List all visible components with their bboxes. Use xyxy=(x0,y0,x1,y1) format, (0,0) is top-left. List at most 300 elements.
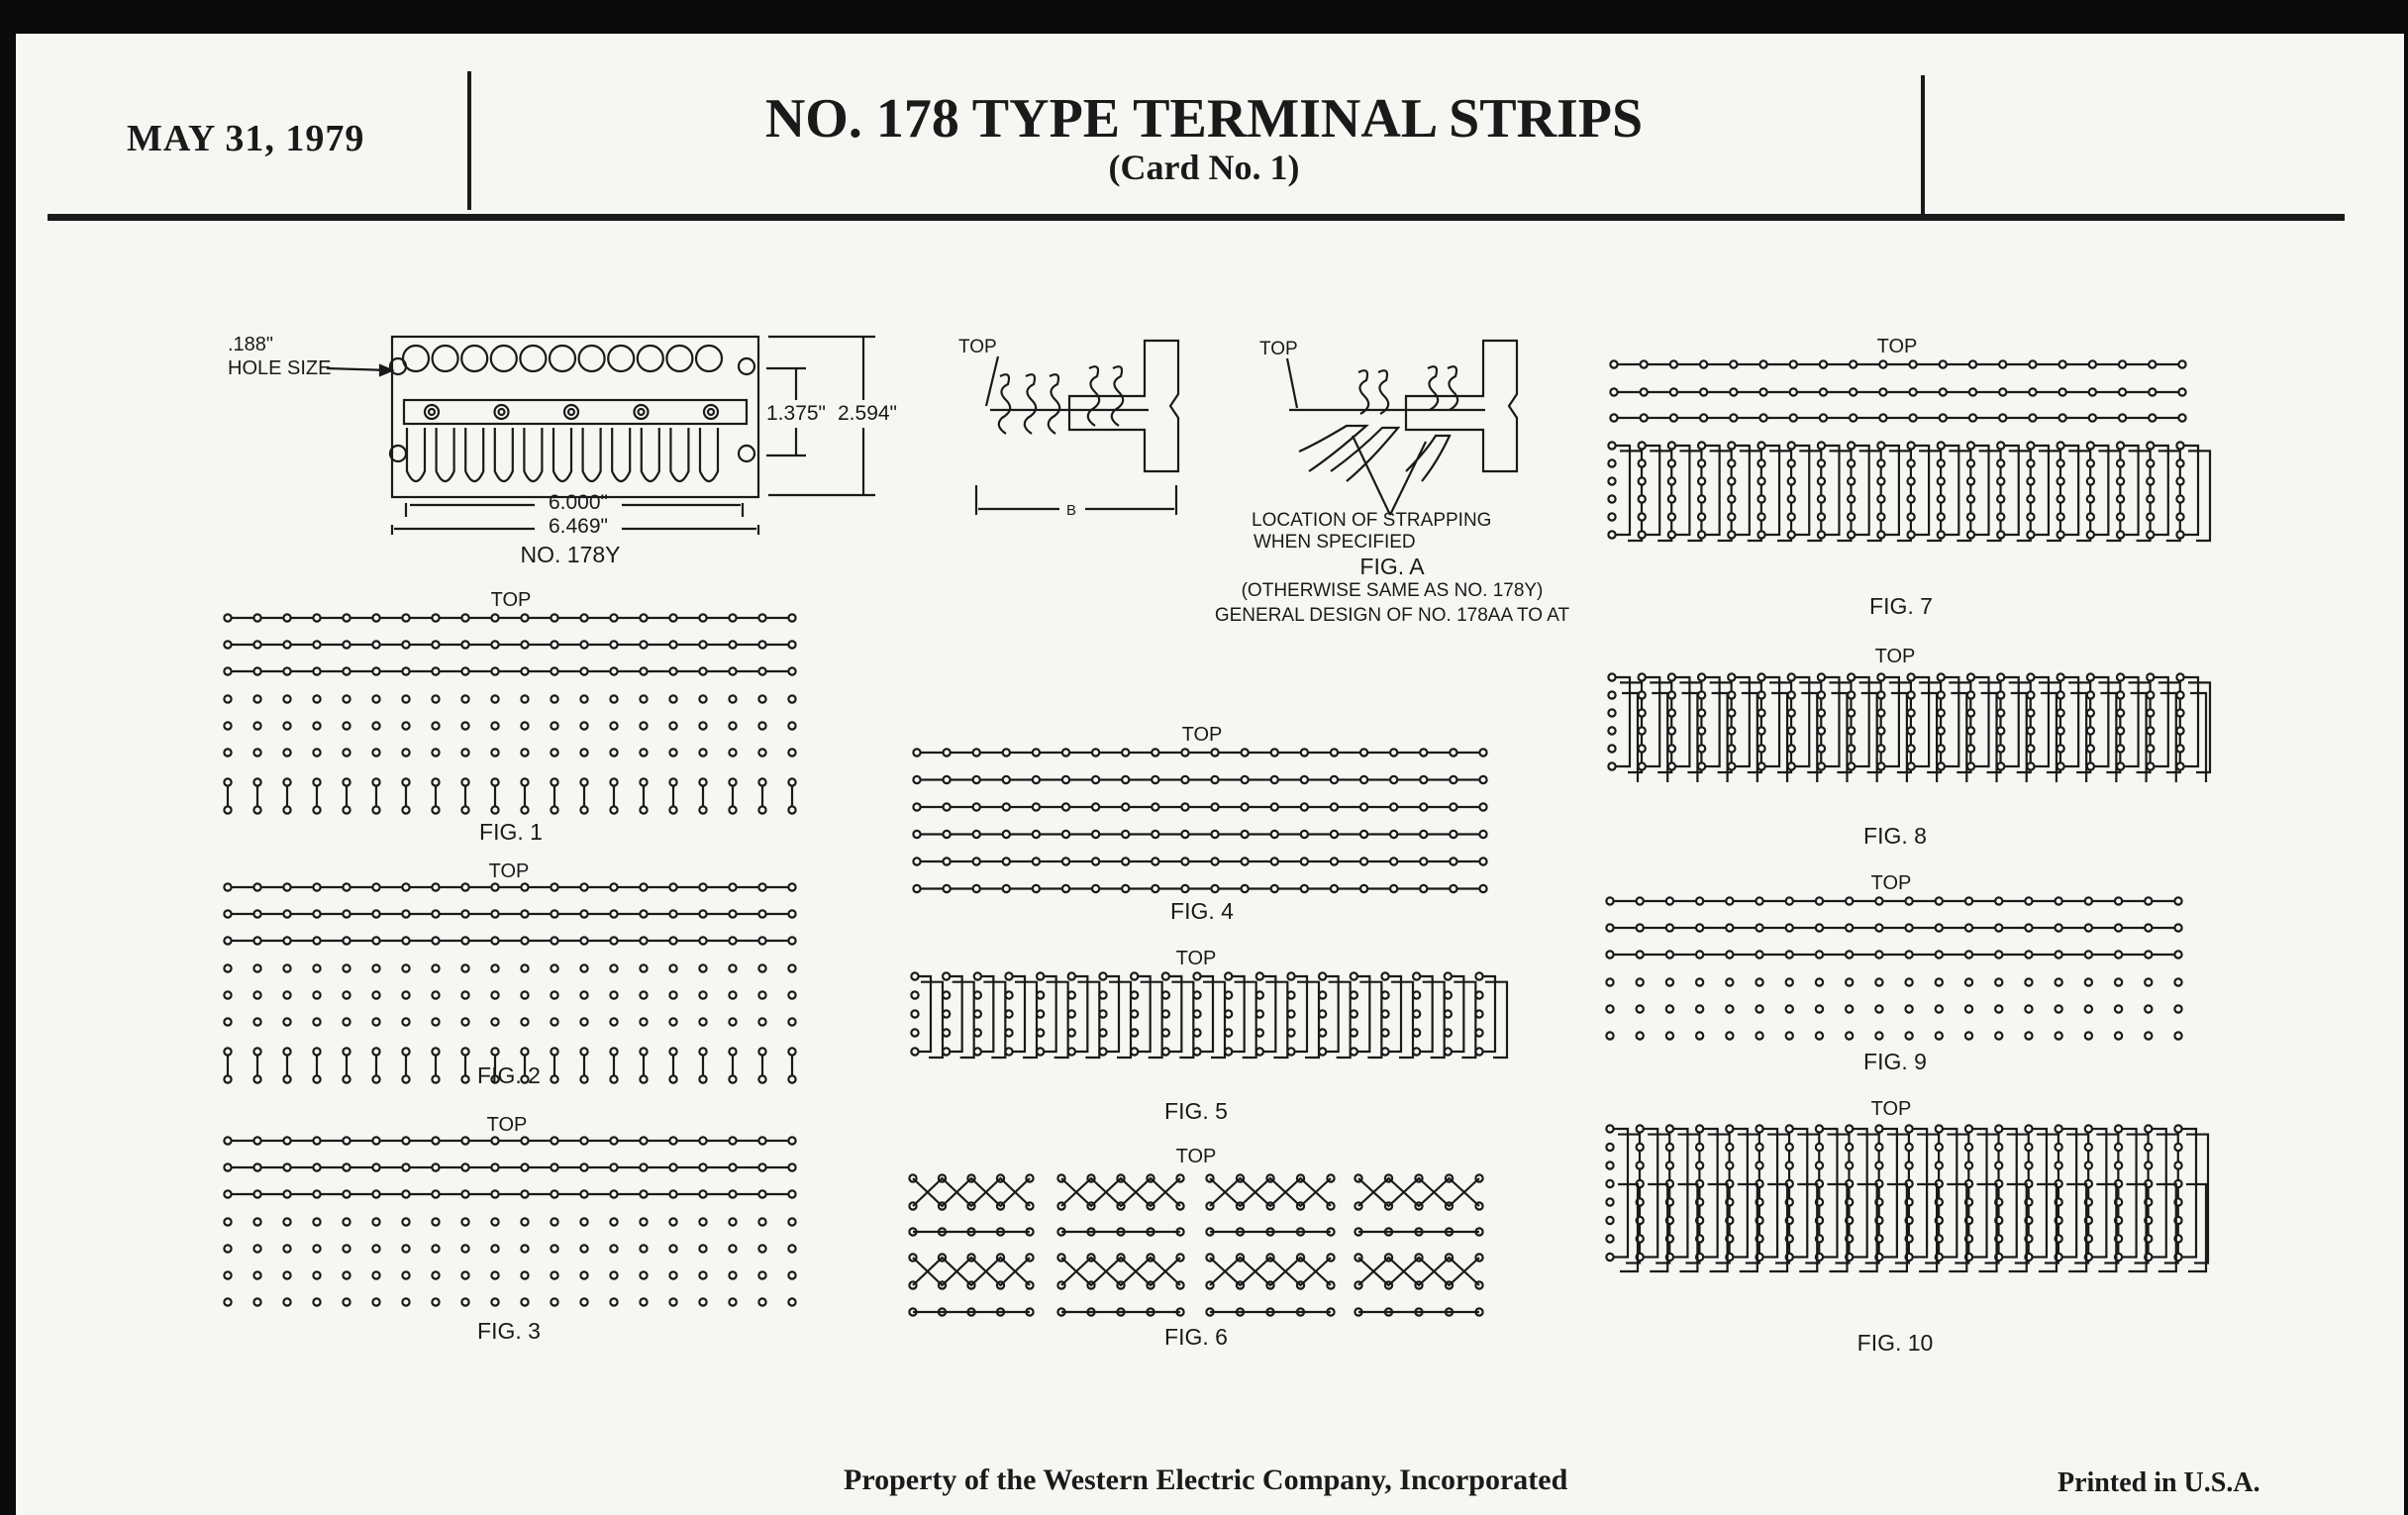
terminal xyxy=(343,614,350,621)
terminal xyxy=(2117,513,2124,520)
terminal xyxy=(253,749,260,756)
terminal xyxy=(432,883,439,890)
terminal xyxy=(1728,477,1735,484)
terminal xyxy=(2145,897,2152,904)
terminal xyxy=(1730,388,1737,395)
terminal xyxy=(1850,414,1856,421)
terminal xyxy=(610,1163,617,1170)
terminal xyxy=(432,1245,439,1252)
terminal xyxy=(1475,972,1482,979)
figA-note-when: WHEN SPECIFIED xyxy=(1254,532,1416,553)
terminal xyxy=(1965,1032,1972,1039)
terminal xyxy=(2056,1144,2062,1151)
terminal xyxy=(1728,531,1735,538)
terminal xyxy=(1003,858,1010,864)
terminal xyxy=(610,749,617,756)
terminal xyxy=(758,1245,765,1252)
terminal xyxy=(1967,727,1974,734)
terminal xyxy=(491,991,498,998)
terminal xyxy=(2176,745,2183,752)
terminal xyxy=(2176,727,2183,734)
terminal xyxy=(1420,885,1427,892)
terminal xyxy=(1608,459,1615,466)
terminal xyxy=(461,667,468,674)
terminal xyxy=(1820,414,1827,421)
terminal xyxy=(432,1190,439,1197)
terminal xyxy=(640,1271,647,1278)
terminal xyxy=(2085,1032,2092,1039)
terminal xyxy=(669,1271,676,1278)
terminal xyxy=(2057,745,2064,752)
terminal xyxy=(432,1018,439,1025)
terminal xyxy=(1759,360,1766,367)
terminal xyxy=(491,749,498,756)
terminal xyxy=(1606,1005,1613,1012)
terminal xyxy=(1728,673,1735,680)
fig10-top-label: TOP xyxy=(1870,1098,1912,1120)
terminal xyxy=(343,749,350,756)
terminal xyxy=(640,778,647,785)
dim-height-inner: 1.375" xyxy=(766,402,827,425)
terminal xyxy=(758,1018,765,1025)
terminal-eye xyxy=(520,346,546,371)
terminal xyxy=(580,937,587,944)
terminal xyxy=(758,806,765,813)
terminal xyxy=(551,937,557,944)
terminal xyxy=(758,695,765,702)
terminal xyxy=(2145,978,2152,985)
terminal xyxy=(1788,513,1795,520)
terminal xyxy=(1351,1010,1357,1017)
terminal xyxy=(2117,459,2124,466)
terminal xyxy=(1668,531,1675,538)
terminal xyxy=(1668,691,1675,698)
footer-printed: Printed in U.S.A. xyxy=(2057,1467,2260,1498)
part-label: NO. 178Y xyxy=(520,542,621,567)
terminal xyxy=(1475,1029,1482,1036)
terminal xyxy=(1301,803,1308,810)
terminal xyxy=(944,858,951,864)
terminal xyxy=(1637,1162,1644,1168)
terminal xyxy=(669,1190,676,1197)
terminal xyxy=(1877,513,1884,520)
strap-bracket xyxy=(2182,1129,2196,1258)
terminal xyxy=(610,964,617,971)
terminal xyxy=(640,1190,647,1197)
terminal xyxy=(372,1245,379,1252)
terminal xyxy=(1242,749,1249,756)
terminal xyxy=(1331,885,1338,892)
terminal xyxy=(2174,924,2181,931)
terminal xyxy=(1906,1162,1913,1168)
terminal xyxy=(699,1048,706,1055)
terminal xyxy=(253,778,260,785)
terminal xyxy=(1152,858,1158,864)
terminal xyxy=(1122,858,1129,864)
terminal xyxy=(1606,1254,1613,1261)
terminal xyxy=(1131,991,1138,998)
strap-bracket xyxy=(1885,446,1899,535)
terminal xyxy=(1757,495,1764,502)
terminal xyxy=(1726,1144,1733,1151)
terminal xyxy=(1162,1029,1169,1036)
terminal xyxy=(1256,991,1263,998)
terminal xyxy=(1698,477,1705,484)
terminal xyxy=(1728,442,1735,449)
terminal xyxy=(521,806,528,813)
terminal xyxy=(1786,978,1793,985)
terminal xyxy=(1181,858,1188,864)
terminal xyxy=(283,1218,290,1225)
terminal xyxy=(551,667,557,674)
terminal xyxy=(372,749,379,756)
terminal xyxy=(313,749,320,756)
terminal-eye xyxy=(579,346,605,371)
terminal xyxy=(1360,749,1367,756)
terminal xyxy=(610,937,617,944)
terminal xyxy=(1271,749,1278,756)
card-subtitle: (Card No. 1) xyxy=(1108,148,1300,187)
terminal xyxy=(669,1018,676,1025)
strap-bracket xyxy=(1295,976,1307,1052)
terminal xyxy=(551,695,557,702)
terminal xyxy=(1351,1048,1357,1055)
side-view-top-label: TOP xyxy=(958,337,997,357)
terminal xyxy=(788,614,795,621)
terminal xyxy=(1319,972,1326,979)
terminal xyxy=(1122,776,1129,783)
terminal-eye xyxy=(638,346,663,371)
terminal xyxy=(1726,1125,1733,1132)
terminal xyxy=(758,991,765,998)
terminal xyxy=(1967,513,1974,520)
strap-bracket xyxy=(1795,446,1809,535)
terminal xyxy=(2025,1144,2032,1151)
terminal xyxy=(1908,691,1915,698)
terminal xyxy=(1668,727,1675,734)
terminal xyxy=(1666,1032,1673,1039)
terminal xyxy=(788,806,795,813)
terminal xyxy=(2087,745,2094,752)
terminal xyxy=(224,722,231,729)
terminal xyxy=(1820,388,1827,395)
terminal xyxy=(1445,1029,1452,1036)
terminal xyxy=(343,778,350,785)
terminal xyxy=(1413,991,1420,998)
terminal xyxy=(640,964,647,971)
terminal xyxy=(640,749,647,756)
terminal xyxy=(729,1190,736,1197)
terminal xyxy=(1788,709,1795,716)
terminal xyxy=(224,695,231,702)
terminal xyxy=(2085,1125,2092,1132)
terminal xyxy=(1967,442,1974,449)
terminal xyxy=(1726,1032,1733,1039)
terminal xyxy=(2147,709,2154,716)
terminal xyxy=(461,806,468,813)
terminal xyxy=(1092,776,1099,783)
terminal xyxy=(973,803,980,810)
terminal xyxy=(1726,924,1733,931)
terminal xyxy=(1450,831,1456,838)
terminal xyxy=(1756,1032,1762,1039)
terminal xyxy=(1730,360,1737,367)
terminal xyxy=(2147,673,2154,680)
terminal xyxy=(224,1218,231,1225)
terminal xyxy=(729,749,736,756)
terminal xyxy=(669,614,676,621)
terminal xyxy=(1641,414,1648,421)
terminal xyxy=(2176,691,2183,698)
terminal xyxy=(610,641,617,648)
terminal xyxy=(551,1298,557,1305)
terminal xyxy=(1818,459,1825,466)
terminal xyxy=(2117,727,2124,734)
terminal xyxy=(1995,924,2002,931)
terminal xyxy=(313,1190,320,1197)
terminal xyxy=(343,964,350,971)
terminal xyxy=(911,1010,918,1017)
strap-bracket xyxy=(1646,677,1659,766)
terminal xyxy=(788,1271,795,1278)
terminal xyxy=(2115,1144,2122,1151)
terminal xyxy=(224,1163,231,1170)
terminal xyxy=(1639,459,1646,466)
fig2-top-label: TOP xyxy=(488,860,530,882)
terminal xyxy=(1696,1125,1703,1132)
terminal xyxy=(491,1271,498,1278)
terminal xyxy=(610,722,617,729)
terminal xyxy=(1877,762,1884,769)
terminal xyxy=(1479,776,1486,783)
terminal xyxy=(491,1163,498,1170)
terminal xyxy=(1846,897,1853,904)
terminal xyxy=(580,778,587,785)
terminal xyxy=(1666,1125,1673,1132)
terminal xyxy=(402,1298,409,1305)
terminal xyxy=(1319,1029,1326,1036)
terminal xyxy=(2147,442,2154,449)
terminal xyxy=(372,695,379,702)
terminal xyxy=(2059,360,2066,367)
terminal xyxy=(1965,1005,1972,1012)
terminal xyxy=(1728,691,1735,698)
terminal xyxy=(669,964,676,971)
terminal xyxy=(2176,495,2183,502)
terminal xyxy=(610,1190,617,1197)
terminal xyxy=(1225,1010,1232,1017)
terminal xyxy=(343,910,350,917)
terminal xyxy=(640,883,647,890)
terminal xyxy=(1639,495,1646,502)
terminal xyxy=(551,1018,557,1025)
terminal xyxy=(1726,897,1733,904)
terminal xyxy=(2174,978,2181,985)
terminal xyxy=(1068,1029,1075,1036)
terminal xyxy=(1639,709,1646,716)
terminal xyxy=(1099,1048,1106,1055)
terminal xyxy=(1475,1048,1482,1055)
terminal xyxy=(1152,885,1158,892)
terminal xyxy=(1788,531,1795,538)
terminal xyxy=(729,695,736,702)
terminal xyxy=(372,778,379,785)
terminal xyxy=(1877,673,1884,680)
terminal xyxy=(943,991,950,998)
terminal xyxy=(1637,1144,1644,1151)
terminal xyxy=(521,1048,528,1055)
terminal xyxy=(640,641,647,648)
terminal xyxy=(2087,709,2094,716)
fig7-label: FIG. 7 xyxy=(1869,593,1933,619)
terminal xyxy=(313,1163,320,1170)
terminal xyxy=(1062,831,1069,838)
fig4-label: FIG. 4 xyxy=(1170,898,1234,924)
terminal xyxy=(1877,531,1884,538)
strap-bracket xyxy=(1856,446,1869,535)
strap-bracket xyxy=(1854,1129,1867,1258)
terminal xyxy=(1479,749,1486,756)
terminal xyxy=(1610,388,1617,395)
terminal-clip xyxy=(437,428,454,481)
terminal xyxy=(313,910,320,917)
terminal xyxy=(1092,803,1099,810)
terminal xyxy=(283,614,290,621)
figA-label: FIG. A xyxy=(1359,554,1425,579)
terminal xyxy=(2149,360,2156,367)
terminal xyxy=(1999,388,2006,395)
terminal xyxy=(1879,388,1886,395)
terminal xyxy=(313,614,320,621)
terminal xyxy=(1759,388,1766,395)
side-view-bracket xyxy=(1069,341,1178,471)
terminal xyxy=(1162,991,1169,998)
terminal xyxy=(1846,1144,1853,1151)
terminal xyxy=(1606,1162,1613,1168)
fig4-top-label: TOP xyxy=(1181,724,1223,746)
terminal xyxy=(1726,1005,1733,1012)
terminal xyxy=(1390,803,1397,810)
terminal xyxy=(224,1298,231,1305)
terminal xyxy=(729,778,736,785)
terminal xyxy=(669,778,676,785)
terminal xyxy=(610,991,617,998)
terminal xyxy=(669,641,676,648)
terminal xyxy=(2087,531,2094,538)
terminal xyxy=(461,1075,468,1082)
terminal xyxy=(1818,513,1825,520)
terminal xyxy=(1450,803,1456,810)
terminal xyxy=(1877,495,1884,502)
terminal xyxy=(1818,673,1825,680)
terminal xyxy=(224,1245,231,1252)
figA-terminal xyxy=(1378,370,1388,414)
terminal xyxy=(1005,972,1012,979)
terminal xyxy=(1256,972,1263,979)
terminal xyxy=(1848,531,1855,538)
strap-bracket xyxy=(1765,446,1779,535)
terminal xyxy=(640,937,647,944)
terminal xyxy=(1122,803,1129,810)
terminal xyxy=(1848,762,1855,769)
strap-bracket xyxy=(1795,677,1809,766)
terminal xyxy=(2059,414,2066,421)
terminal xyxy=(1668,442,1675,449)
terminal xyxy=(313,1298,320,1305)
terminal xyxy=(461,910,468,917)
terminal xyxy=(1413,1029,1420,1036)
terminal xyxy=(1788,673,1795,680)
terminal xyxy=(1936,897,1943,904)
terminal xyxy=(343,937,350,944)
terminal xyxy=(491,667,498,674)
terminal xyxy=(974,972,981,979)
terminal xyxy=(432,1163,439,1170)
terminal xyxy=(1670,414,1677,421)
strap-bracket xyxy=(1045,976,1056,1052)
side-view-dim-b: B xyxy=(1065,502,1077,519)
terminal xyxy=(1390,776,1397,783)
terminal xyxy=(2056,897,2062,904)
terminal xyxy=(1301,776,1308,783)
terminal xyxy=(1037,1029,1044,1036)
terminal xyxy=(580,1218,587,1225)
terminal xyxy=(729,1245,736,1252)
terminal xyxy=(1818,745,1825,752)
terminal xyxy=(610,1137,617,1144)
terminal xyxy=(788,1048,795,1055)
terminal xyxy=(1696,978,1703,985)
terminal xyxy=(1877,745,1884,752)
terminal xyxy=(2027,495,2034,502)
terminal xyxy=(1877,727,1884,734)
terminal xyxy=(521,614,528,621)
terminal xyxy=(1846,1162,1853,1168)
terminal xyxy=(283,1018,290,1025)
terminal xyxy=(580,722,587,729)
terminal xyxy=(224,641,231,648)
terminal xyxy=(1005,1029,1012,1036)
terminal xyxy=(402,964,409,971)
strap-bracket xyxy=(1706,446,1720,535)
terminal xyxy=(1846,1032,1853,1039)
dim-height-outer: 2.594" xyxy=(838,402,898,425)
terminal xyxy=(1450,858,1456,864)
terminal xyxy=(1788,745,1795,752)
terminal xyxy=(343,695,350,702)
terminal xyxy=(973,776,980,783)
terminal xyxy=(1225,1029,1232,1036)
terminal xyxy=(944,749,951,756)
terminal xyxy=(372,910,379,917)
terminal xyxy=(461,695,468,702)
terminal xyxy=(1033,749,1040,756)
terminal xyxy=(1999,414,2006,421)
terminal xyxy=(402,749,409,756)
terminal xyxy=(1938,673,1945,680)
terminal xyxy=(1906,951,1913,958)
terminal xyxy=(758,614,765,621)
terminal xyxy=(1099,972,1106,979)
terminal xyxy=(372,937,379,944)
terminal xyxy=(1757,745,1764,752)
terminal xyxy=(1698,442,1705,449)
terminal xyxy=(1757,531,1764,538)
screw xyxy=(635,405,649,419)
terminal xyxy=(911,1029,918,1036)
terminal xyxy=(699,749,706,756)
strap-bracket xyxy=(1765,677,1779,766)
